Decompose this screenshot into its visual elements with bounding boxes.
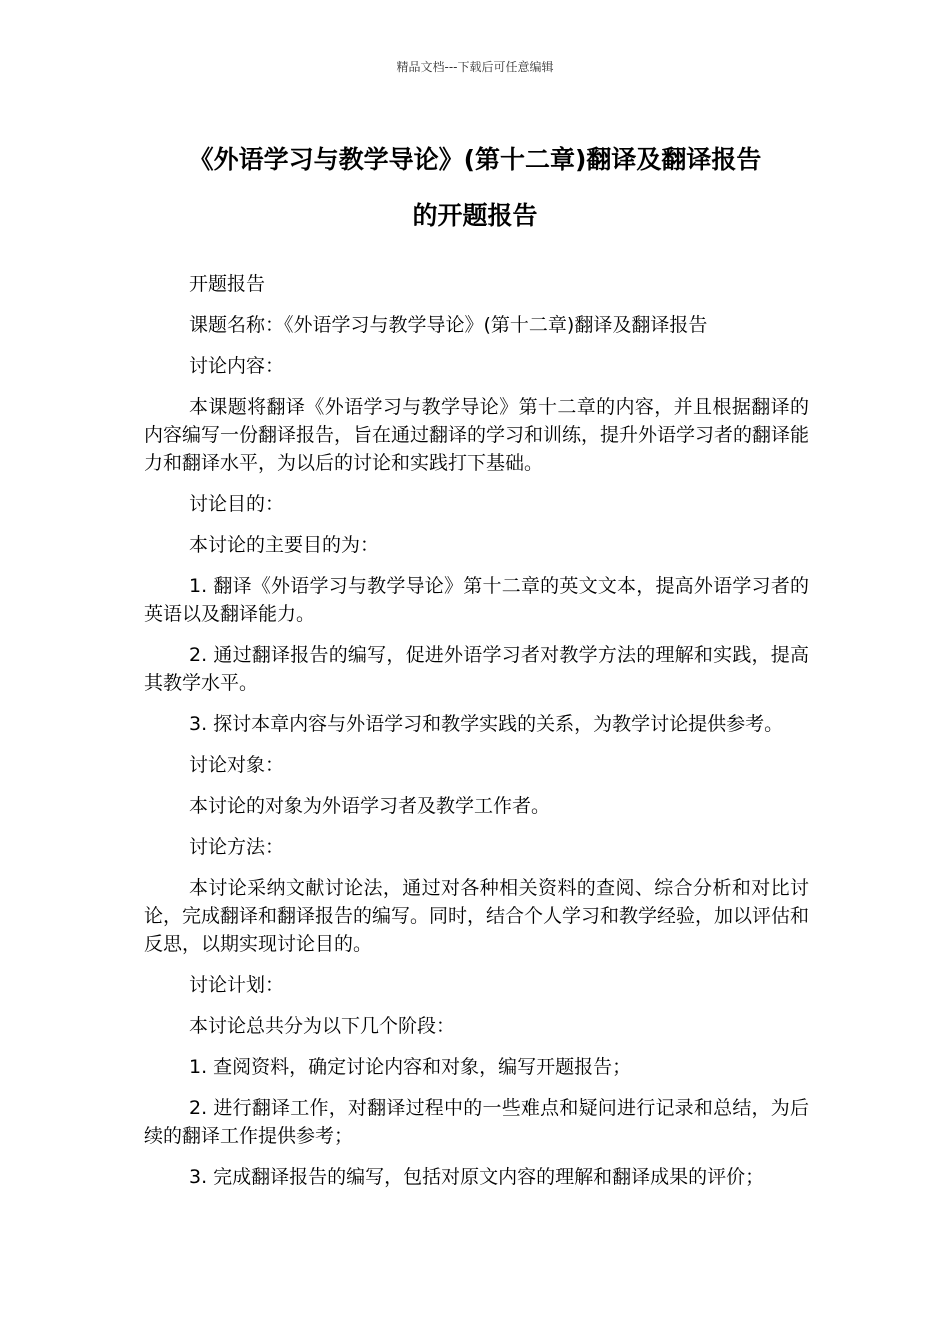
section-heading-method: 讨论方法： [189,836,285,858]
plan-intro: 本讨论总共分为以下几个阶段： [189,1015,456,1037]
document-title [140,132,810,244]
plan-item-1: 1. 查阅资料，确定讨论内容和对象，编写开题报告； [189,1056,632,1078]
purpose-item-1: 1. 翻译《外语学习与教学导论》第十二章的英文文本，提高外语学习者的英语以及翻译能力。 [144,575,809,625]
plan-item-2: 2. 进行翻译工作，对翻译过程中的一些难点和疑问进行记录和总结，为后续的翻译工作提供参考； [144,1097,809,1147]
purpose-intro: 本讨论的主要目的为： [189,534,380,556]
content-paragraph: 本课题将翻译《外语学习与教学导论》第十二章的内容，并且根据翻译的内容编写一份翻译报告，旨在通过翻译的学习和训练，提升外语学习者的翻译能力和翻译水平，为以后的讨论和实践打下基础。 [144,396,810,474]
heading-report: 开题报告 [189,273,266,295]
title-line-2: 的开题报告 [412,201,538,230]
object-paragraph: 本讨论的对象为外语学习者及教学工作者。 [189,795,551,817]
plan-item-3: 3. 完成翻译报告的编写，包括对原文内容的理解和翻译成果的评价； [189,1166,765,1188]
purpose-item-3: 3. 探讨本章内容与外语学习和教学实践的关系，为教学讨论提供参考。 [189,713,784,735]
section-heading-content: 讨论内容： [189,355,285,377]
document-body [144,270,809,1204]
title-line-1: 《外语学习与教学导论》(第十二章)翻译及翻译报告 [188,145,762,174]
purpose-item-2: 2. 通过翻译报告的编写，促进外语学习者对教学方法的理解和实践，提高其教学水平。 [144,644,809,694]
section-heading-purpose: 讨论目的： [189,493,285,515]
section-heading-object: 讨论对象： [189,754,285,776]
section-heading-plan: 讨论计划： [189,974,285,996]
method-paragraph: 本讨论采纳文献讨论法，通过对各种相关资料的查阅、综合分析和对比讨论，完成翻译和翻译报告的编写。同时，结合个人学习和教学经验，加以评估和反思，以期实现讨论目的。 [144,877,810,955]
topic-name: 课题名称：《外语学习与教学导论》(第十二章)翻译及翻译报告 [189,314,708,336]
header-note: 精品文档---下载后可任意编辑 [396,60,554,74]
